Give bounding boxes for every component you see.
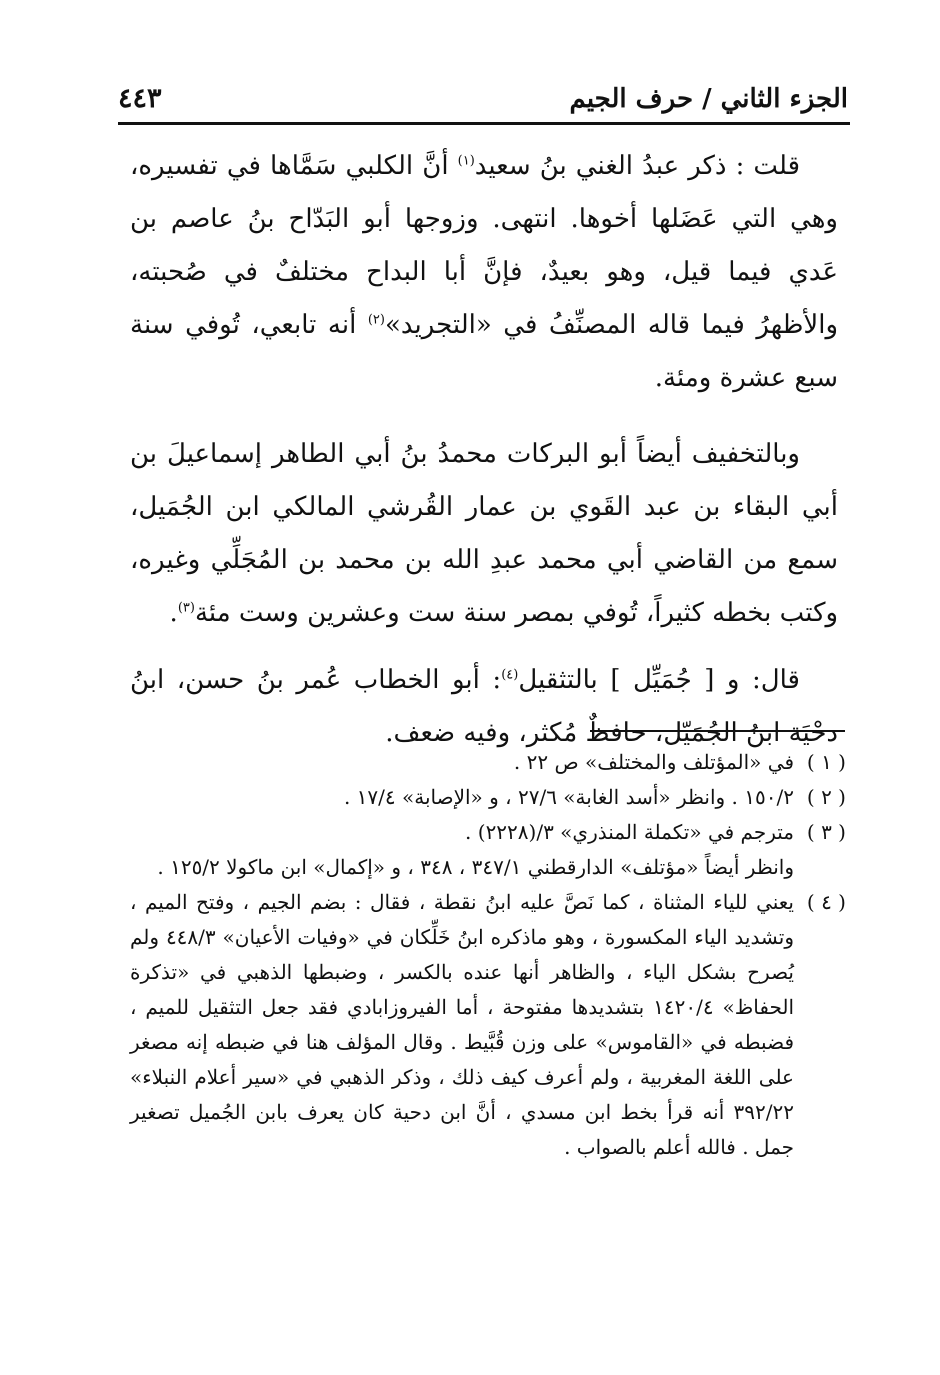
footnote-4: [130, 885, 846, 1165]
page-number: ٤٤٣: [118, 83, 162, 114]
footnote-ref-2[interactable]: (٢): [367, 312, 385, 328]
footnote-text: يعني للياء المثناة ، كما نَصَّ عليه ابنُ نقطة ، فقال : بضم الجيم ، وفتح الميم ، وتشديد الياء المكسورة ، وهو ماذكره ابنُ خَلِّكان في «وفيات الأعيان» ٤٤٨/٣ ولم يُصرح بشكل الياء ، والظاهر أنها عنده بالكسر ، وضبطها الذهبي في «تذكرة الحفاظ» ١٤٢٠/٤ بتشديدها مفتوحة ، أما الفيروزابادي فقد جعل التثقيل للميم ، فضبطه في «القاموس» على وزن قُبَّيط . وقال المؤلف هنا في ضبطه إنه مصغر على اللغة المغربية ، ولم أعرف كيف ذلك ، وذكر الذهبي في «سير أعلام النبلاء» ٣٩٢/٢٢ أنه قرأ بخط ابن مسدي ، أنَّ ابن دحية كان يعرف بابن الجُميل تصغير جمل . فالله أعلم بالصواب .: [130, 890, 795, 1159]
paragraph-2: [130, 428, 838, 640]
paragraph-text: قال: و [ جُمَيِّل ] بالتثقيل: [518, 665, 800, 695]
running-header: [118, 80, 848, 114]
footnote-3: [130, 815, 846, 850]
footnote-1: [130, 745, 846, 780]
footnote-text: مترجم في «تكملة المنذري» ٣/(٢٢٢٨) .: [465, 820, 794, 844]
header-title: الجزء الثاني / حرف الجيم: [569, 84, 848, 114]
footnote-number: ( ٤ ): [806, 890, 846, 914]
paragraph-text: .: [169, 598, 178, 628]
footnote-3-continued: وانظر أيضاً «مؤتلف» الدارقطني ٣٤٧/١ ، ٣٤٨ ، و «إكمال» ابن ماكولا ١٢٥/٢ .: [157, 855, 794, 879]
footnote-separator: [590, 730, 845, 732]
footnotes: [130, 745, 846, 1165]
footnote-text: ١٥٠/٢ . وانظر «أسد الغابة» ٢٧/٦ ، و «الإصابة» ١٧/٤ .: [343, 785, 794, 809]
footnote-ref-3[interactable]: (٣): [177, 600, 195, 616]
footnote-number: ( ١ ): [806, 750, 846, 774]
footnote-number: ( ٢ ): [806, 785, 846, 809]
footnote-ref-1[interactable]: (١): [457, 153, 475, 169]
paragraph-text: وبالتخفيف أيضاً أبو البركات محمدُ بنُ أبي الطاهر إسماعيلَ بن أبي البقاء بن عبد القَوي بن عمار القُرشي المالكي ابن الجُمَيل، سمع من القاضي أبي محمد عبدِ الله بن محمد بن المُجَلِّي وغيره، وكتب بخطه كثيراً، تُوفي بمصر سنة ست وعشرين وست مئة: [130, 439, 838, 628]
paragraph-1: [130, 140, 838, 405]
footnote-ref-4[interactable]: (٤): [501, 667, 519, 683]
paragraph-text: قلت : ذكر عبدُ الغني بنُ سعيد: [474, 151, 800, 181]
paragraph-text: : أبو الخطاب عُمر بنُ حسن، ابنُ دحْيَة ابنُ الجُمَيّل، حافظٌ مُكثر، وفيه ضعف.: [130, 665, 838, 748]
footnote-number: ( ٣ ): [806, 820, 846, 844]
header-rule: [118, 122, 850, 125]
main-text: [130, 140, 838, 760]
paragraph-text: أنَّ الكلبي سَمَّاها في تفسيره، وهي التي عَضَلها أخوها. انتهى. وزوجها أبو البَدّاح بنُ عاصم بن عَدي فيما قيل، وهو بعيدٌ، فإنَّ أبا البداح مختلفٌ في صُحبته، والأظهرُ فيما قاله المصنِّفُ في «التجريد»: [130, 151, 839, 340]
paragraph-text: أنه تابعي، تُوفي سنة سبع عشرة ومئة.: [130, 310, 838, 393]
footnote-text: في «المؤتلف والمختلف» ص ٢٢ .: [513, 750, 794, 774]
footnote-2: [130, 780, 846, 815]
